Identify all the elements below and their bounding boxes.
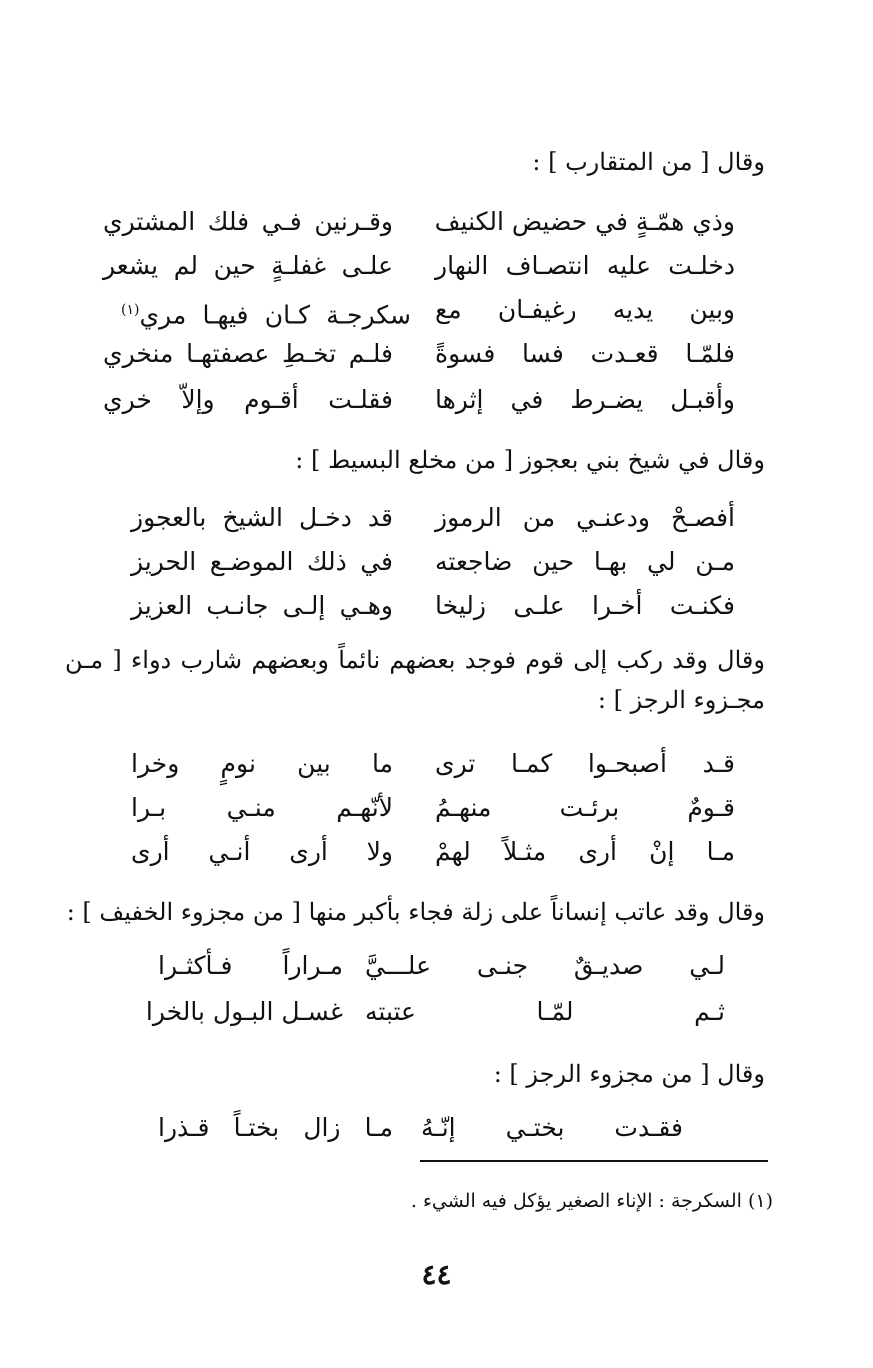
verse-line [0,584,873,628]
verse-first-hemistich: قـد أصبحـوا كمـا ترى [435,749,735,778]
verse-second-hemistich: فلـم تخـطِ عصفتهـا منخري [103,339,393,368]
verse-line [0,1106,873,1150]
verse-first-hemistich: مـا إنْ أرى مثـلاً لهمْ [435,837,735,866]
verse-first-hemistich: قـومٌ برئـت منهـمُ [435,793,735,822]
footnote-marker: (١) [121,302,140,318]
verse-line [0,742,873,786]
verse-second-hemistich-text: سكرجـة كـان فيهـا مري [139,300,411,330]
verse-line [0,378,873,422]
verse-first-hemistich: وذي همّـةٍ في حضيض الكنيف [434,207,735,236]
verse-first-hemistich: فلمّـا قعـدت فسا فسوةً [435,339,735,368]
verse-line [0,496,873,540]
verse-second-hemistich [121,288,411,337]
verse-second-hemistich: في ذلك الموضـع الحريز [131,547,393,576]
verse-second-hemistich: غسـل البـول بالخرا [145,997,343,1026]
verse-first-hemistich: دخلـت عليه انتصـاف النهار [435,251,735,280]
verse-first-hemistich: وأقبـل يضـرط في إثرها [435,385,735,414]
page-number: ٤٤ [421,1258,452,1291]
verse-first-hemistich: مـن لي بهـا حين ضاجعته [435,547,735,576]
verse-second-hemistich: لأنّهـم منـي بـرا [131,793,393,822]
verse-first-hemistich: وبين يديه رغيفـان مع [435,295,735,324]
verse-second-hemistich: علـى غفلـةٍ حين لم يشعر [103,251,393,280]
verse-line [0,332,873,376]
verse-second-hemistich: ولا أرى أنـي أرى [131,837,393,866]
section-intro: وقال [ من المتقارب ] : [532,148,765,176]
verse-first-hemistich: أفصـحْ ودعنـي من الرموز [435,503,735,532]
verse-line [0,830,873,874]
verse-second-hemistich: مـراراً فـأكثـرا [158,951,343,980]
verse-second-hemistich: مـا زال بختـاً قـذرا [158,1113,393,1142]
verse-line [0,990,873,1034]
verse-line [0,786,873,830]
verse-second-hemistich: ما بين نومٍ وخرا [131,749,393,778]
verse-second-hemistich: وهـي إلـى جانـب العزيز [131,591,393,620]
verse-second-hemistich: قد دخـل الشيخ بالعجوز [131,503,393,532]
verse-second-hemistich: وقـرنين فـي فلك المشتري [103,207,393,236]
verse-first-hemistich: لـي صديـقٌ جنـى علـــيَّ [365,951,725,980]
verse-line [0,288,873,332]
verse-first-hemistich: فكنـت أخـرا علـى زليخا [435,591,735,620]
verse-first-hemistich: ثـم لمّـا عتبته [365,997,725,1026]
footnote-separator [420,1160,768,1162]
section-intro: وقال وقد عاتب إنساناً على زلة فجاء بأكبر منها [ من مجزوء الخفيف ] : [66,898,765,926]
section-intro: وقال في شيخ بني بعجوز [ من مخلع البسيط ] : [295,446,765,474]
footnote: (١) السكرجة : الإناء الصغير يؤكل فيه الشيء . [410,1190,773,1212]
verse-line [0,944,873,988]
section-intro: وقال وقد ركب إلى قوم فوجد بعضهم نائماً وبعضهم شارب دواء [ مـن مجـزوء الرجز ] : [65,646,765,714]
section-intro: وقال [ من مجزوء الرجز ] : [493,1060,765,1088]
verse-line [0,200,873,244]
verse-line [0,540,873,584]
verse-second-hemistich: فقلـت أقـوم وإلاّ خري [103,385,393,414]
verse-first-hemistich: فقـدت بختـي إنّـهُ [421,1113,683,1142]
verse-line [0,244,873,288]
